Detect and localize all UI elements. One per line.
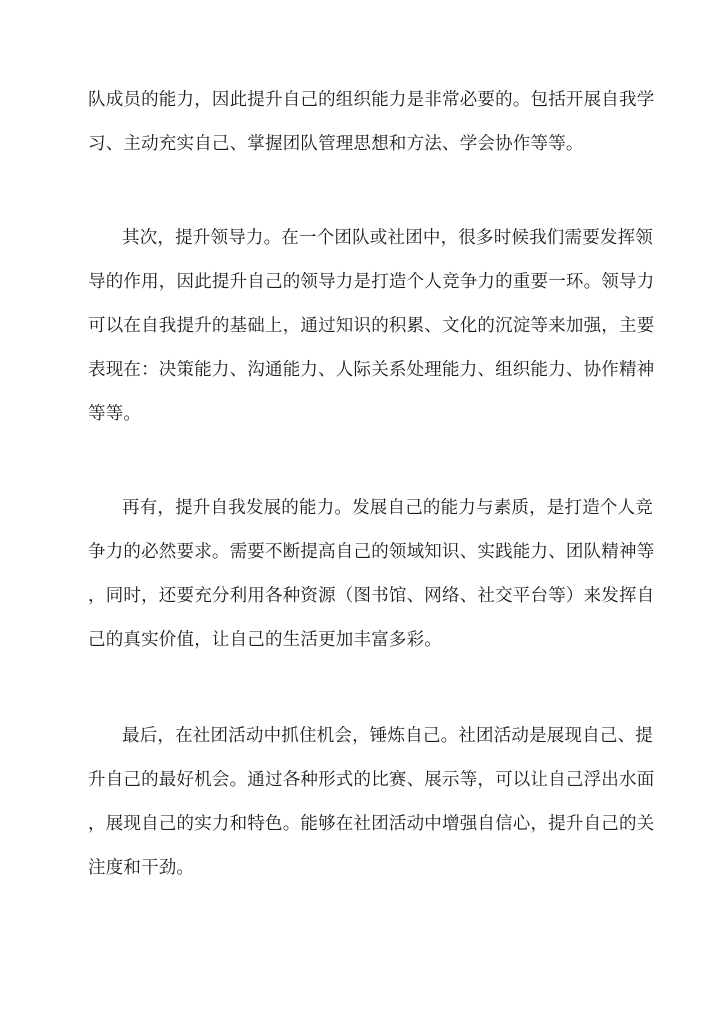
paragraph-line: 习、主动充实自己、掌握团队管理思想和方法、学会协作等等。	[88, 134, 584, 154]
paragraph-line: ，展现自己的实力和特色。能够在社团活动中增强自信心，提升自己的关	[88, 814, 655, 834]
paragraph-line: 导的作用，因此提升自己的领导力是打造个人竞争力的重要一环。领导力	[88, 272, 655, 292]
paragraph-line: 其次，提升领导力。在一个团队或社团中，很多时候我们需要发挥领	[122, 228, 653, 248]
paragraph-line: 队成员的能力，因此提升自己的组织能力是非常必要的。包括开展自我学	[88, 90, 655, 110]
paragraph-line: 升自己的最好机会。通过各种形式的比赛、展示等，可以让自己浮出水面	[88, 770, 655, 790]
paragraph-line: 己的真实价值，让自己的生活更加丰富多彩。	[88, 630, 442, 650]
paragraph-line: 表现在：决策能力、沟通能力、人际关系处理能力、组织能力、协作精神	[88, 360, 655, 380]
paragraph-line: 再有，提升自我发展的能力。发展自己的能力与素质，是打造个人竞	[122, 498, 653, 518]
paragraph-line: 等等。	[88, 404, 142, 424]
paragraph-line: 可以在自我提升的基础上，通过知识的积累、文化的沉淀等来加强，主要	[88, 316, 655, 336]
paragraph-line: 争力的必然要求。需要不断提高自己的领域知识、实践能力、团队精神等	[88, 542, 655, 562]
paragraph-line: 最后，在社团活动中抓住机会，锤炼自己。社团活动是展现自己、提	[122, 726, 653, 746]
paragraph-line: 注度和干劲。	[88, 858, 195, 878]
paragraph-line: ，同时，还要充分利用各种资源（图书馆、网络、社交平台等）来发挥自	[88, 586, 655, 606]
